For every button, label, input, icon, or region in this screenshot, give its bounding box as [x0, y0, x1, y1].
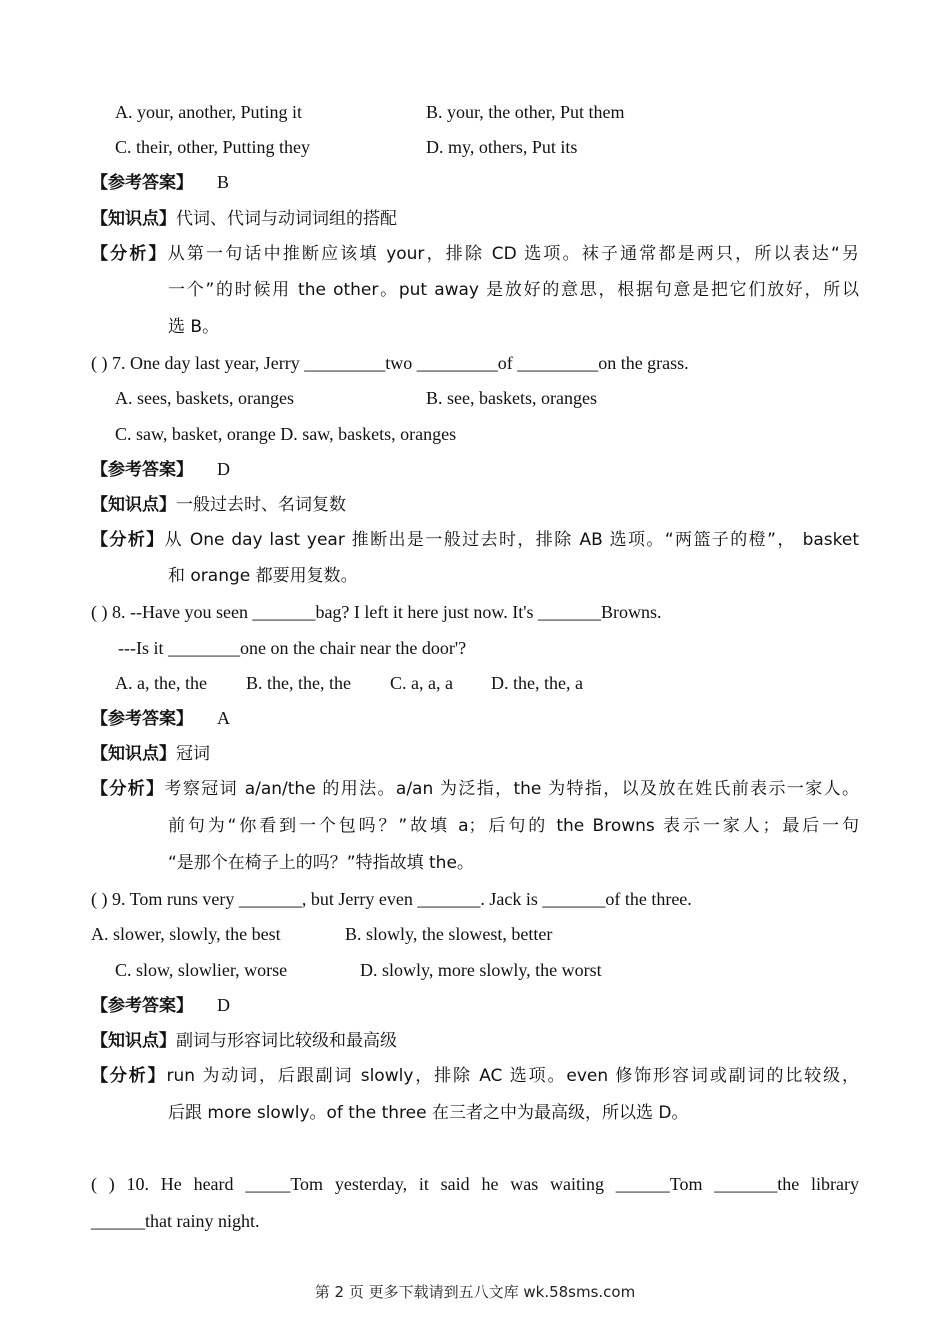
- q8-analysis-line-2: 前句为“你看到一个包吗？”故填 a；后句的 the Browns 表示一家人；最后一句: [168, 816, 859, 836]
- page-footer: 第 2 页 更多下载请到五八文库 wk.58sms.com: [314, 1283, 636, 1301]
- analysis-text: run 为动词，后跟副词 slowly，排除 AC 选项。even 修饰形容词或副词的比较级，: [166, 1066, 860, 1086]
- q8-stem-line-1: ( ) 8. --Have you seen _______bag? I left it here just now. It's _______Browns.: [91, 602, 662, 622]
- q8-analysis-line-1: [91, 777, 859, 800]
- knowledge-text: 代词、代词与动词词组的搭配: [176, 209, 397, 229]
- knowledge-label: 【知识点】: [91, 744, 176, 764]
- q6-answer: [91, 171, 229, 194]
- q9-analysis-line-1: [91, 1064, 859, 1087]
- analysis-text: 从第一句话中推断应该填 your，排除 CD 选项。袜子通常都是两只，所以表达“另: [167, 244, 860, 264]
- q6-analysis-line-1: [91, 242, 859, 265]
- q6-knowledge: [91, 207, 397, 230]
- analysis-label: 【分析】: [91, 1066, 167, 1086]
- analysis-label: 【分析】: [91, 779, 165, 799]
- q6-option-c: C. their, other, Putting they: [115, 137, 311, 157]
- q7-stem: ( ) 7. One day last year, Jerry _________two _________of _________on the grass.: [91, 353, 689, 373]
- q9-stem: ( ) 9. Tom runs very _______, but Jerry even _______. Jack is _______of the three.: [91, 889, 692, 909]
- analysis-label: 【分析】: [91, 244, 168, 264]
- q10-stem-line-2: ______that rainy night.: [91, 1211, 260, 1231]
- q7-answer: [91, 458, 230, 481]
- q8-option-b: B. the, the, the: [246, 673, 351, 693]
- q9-analysis-line-2: 后跟 more slowly。of the three 在三者之中为最高级，所以选 D。: [168, 1103, 689, 1123]
- q8-analysis-line-3: “是那个在椅子上的吗？”特指故填 the。: [168, 853, 474, 873]
- q9-answer: [91, 994, 230, 1017]
- q8-stem-line-2: ---Is it ________one on the chair near the door'?: [118, 638, 467, 658]
- analysis-label: 【分析】: [91, 530, 165, 550]
- q7-option-b: B. see, baskets, oranges: [426, 388, 597, 408]
- analysis-text: 考察冠词 a/an/the 的用法。a/an 为泛指，the 为特指，以及放在姓氏前表示一家人。: [164, 779, 859, 799]
- answer-value: D: [217, 995, 230, 1015]
- q7-analysis-line-1: [91, 528, 859, 551]
- answer-value: B: [217, 172, 230, 192]
- knowledge-text: 冠词: [176, 744, 210, 764]
- answer-label: 【参考答案】: [91, 709, 193, 729]
- analysis-text: 从 One day last year 推断出是一般过去时，排除 AB 选项。“两篮子的橙”， basket: [164, 530, 860, 550]
- q8-option-a: A. a, the, the: [115, 673, 207, 693]
- q7-option-a: A. sees, baskets, oranges: [115, 388, 294, 408]
- q9-option-a: A. slower, slowly, the best: [91, 924, 281, 944]
- knowledge-label: 【知识点】: [91, 495, 176, 515]
- answer-label: 【参考答案】: [91, 460, 193, 480]
- q9-knowledge: [91, 1029, 397, 1052]
- q8-option-d: D. the, the, a: [491, 673, 583, 693]
- q10-stem-line-1: ( ) 10. He heard _____Tom yesterday, it said he was waiting ______Tom _______the library: [91, 1174, 859, 1194]
- knowledge-text: 一般过去时、名词复数: [176, 495, 346, 515]
- q6-analysis-line-2: 一个”的时候用 the other。put away 是放好的意思，根据句意是把它们放好，所以: [168, 280, 859, 300]
- q8-answer: [91, 707, 230, 730]
- knowledge-text: 副词与形容词比较级和最高级: [176, 1031, 397, 1051]
- knowledge-label: 【知识点】: [91, 209, 176, 229]
- q6-option-b: B. your, the other, Put them: [426, 102, 625, 122]
- answer-label: 【参考答案】: [91, 173, 193, 193]
- q6-option-d: D. my, others, Put its: [426, 137, 578, 157]
- q7-options-cd: C. saw, basket, orange D. saw, baskets, oranges: [115, 424, 457, 444]
- q8-knowledge: [91, 742, 210, 765]
- answer-label: 【参考答案】: [91, 996, 193, 1016]
- q8-option-c: C. a, a, a: [390, 673, 453, 693]
- answer-value: D: [217, 459, 230, 479]
- q9-option-b: B. slowly, the slowest, better: [345, 924, 553, 944]
- knowledge-label: 【知识点】: [91, 1031, 176, 1051]
- answer-value: A: [217, 708, 230, 728]
- q6-option-a: A. your, another, Puting it: [115, 102, 303, 122]
- q6-analysis-line-3: 选 B。: [168, 317, 220, 337]
- q7-analysis-line-2: 和 orange 都要用复数。: [168, 566, 358, 586]
- q9-option-d: D. slowly, more slowly, the worst: [360, 960, 602, 980]
- q9-option-c: C. slow, slowlier, worse: [115, 960, 288, 980]
- q7-knowledge: [91, 493, 346, 516]
